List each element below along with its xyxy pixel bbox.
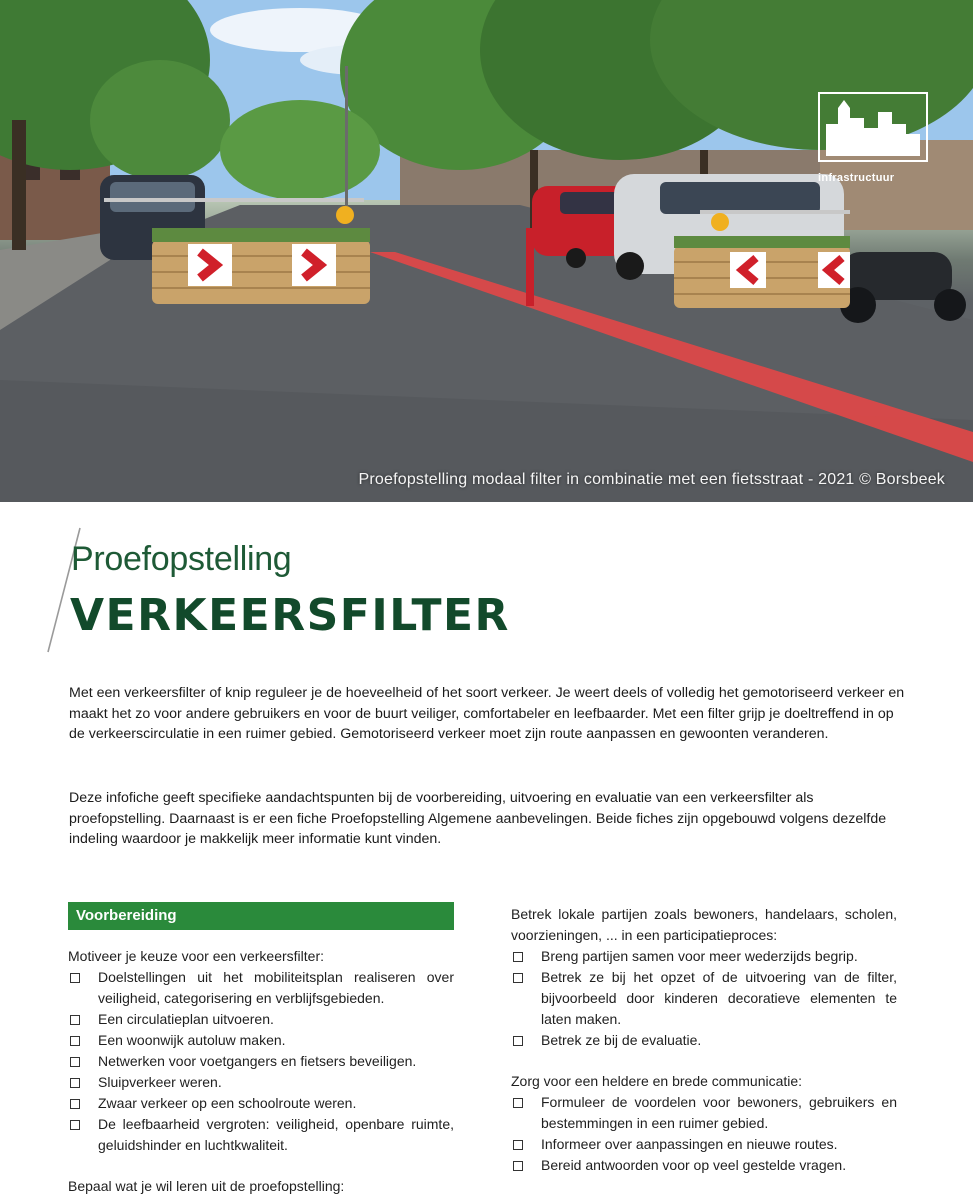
checkbox-icon (70, 1015, 80, 1025)
checklist-item: Formuleer de voordelen voor bewoners, gebruikers en bestemmingen in een ruimer gebied. (511, 1092, 897, 1134)
checkbox-icon (70, 1036, 80, 1046)
badge-frame (818, 92, 928, 162)
checklist-item: Breng partijen samen voor meer wederzijds begrip. (511, 946, 897, 967)
right-lead-text-2: Zorg voor een heldere en brede communicatie: (511, 1073, 803, 1089)
checkbox-icon (70, 973, 80, 983)
participation-checklist (511, 946, 897, 1051)
city-skyline-icon (820, 94, 926, 160)
checklist-item: Betrek ze bij het opzet of de uitvoering van de filter, bijvoorbeeld door kinderen decoratieve elementen te laten maken. (511, 967, 897, 1030)
motivation-checklist (68, 967, 454, 1156)
badge-label: infrastructuur (818, 172, 895, 184)
right-column (511, 904, 897, 1176)
checklist-item: De leefbaarheid vergroten: veiligheid, openbare ruimte, geluidshinder en luchtkwaliteit. (68, 1114, 454, 1156)
checklist-item: Bereid antwoorden voor op veel gestelde vragen. (511, 1155, 897, 1176)
checklist-item: Sluipverkeer weren. (68, 1072, 454, 1093)
section-header-voorbereiding: Voorbereiding (68, 902, 454, 930)
left-lead-text-2: Bepaal wat je wil leren uit de proefopstelling: (68, 1178, 345, 1194)
checkbox-icon (513, 1161, 523, 1171)
checkbox-icon (513, 952, 523, 962)
checklist-item: Doelstellingen uit het mobiliteitsplan realiseren over veiligheid, categorisering en verblijfsgebieden. (68, 967, 454, 1009)
checkbox-icon (70, 1078, 80, 1088)
street-scene-illustration (0, 0, 973, 502)
photo-caption: Proefopstelling modaal filter in combinatie met een fietsstraat - 2021 © Borsbeek (358, 471, 945, 488)
checkbox-icon (513, 1036, 523, 1046)
checkbox-icon (70, 1057, 80, 1067)
checkbox-icon (513, 1140, 523, 1150)
intro-paragraph-1: Met een verkeersfilter of knip reguleer je de hoeveelheid of het soort verkeer. Je weert deels of volledig het gemotoriseerd verkeer en maakt het zo voor andere gebruikers en voor de buurt veiliger, comfortabeler en leefbaarder. Met een filter grijp je doeltreffend in op de verkeerscirculatie in een ruimer gebied. Gemotoriseerd verkeer moet zijn route aanpassen en gewoonten veranderen. (69, 685, 905, 742)
checklist-item: Zwaar verkeer op een schoolroute weren. (68, 1093, 454, 1114)
checkbox-icon (513, 973, 523, 983)
checkbox-icon (513, 1098, 523, 1108)
checklist-item: Netwerken voor voetgangers en fietsers beveiligen. (68, 1051, 454, 1072)
header-photo (0, 0, 973, 502)
checklist-item: Een circulatieplan uitvoeren. (68, 1009, 454, 1030)
checklist-item: Informeer over aanpassingen en nieuwe routes. (511, 1134, 897, 1155)
page-title: VERKEERSFILTER (70, 590, 510, 641)
page-subtitle: Proefopstelling (71, 540, 292, 578)
intro-paragraph-2: Deze infofiche geeft specifieke aandachtspunten bij de voorbereiding, uitvoering en evaluatie van een verkeersfilter als proefopstelling. Daarnaast is er een fiche Proefopstelling Algemene aanbevelingen. Beide fiches zijn opgebouwd volgens dezelfde indeling waardoor je makkelijk meer informatie kunt vinden. (69, 790, 887, 847)
right-lead-text: Betrek lokale partijen zoals bewoners, handelaars, scholen, voorzieningen, ... in een participatieproces: (511, 906, 897, 943)
checkbox-icon (70, 1099, 80, 1109)
checklist-item: Betrek ze bij de evaluatie. (511, 1030, 897, 1051)
category-badge (818, 92, 928, 188)
left-lead-text: Motiveer je keuze voor een verkeersfilter: (68, 948, 324, 964)
checklist-item: Een woonwijk autoluw maken. (68, 1030, 454, 1051)
communication-checklist (511, 1092, 897, 1176)
left-column (68, 902, 454, 1197)
checkbox-icon (70, 1120, 80, 1130)
